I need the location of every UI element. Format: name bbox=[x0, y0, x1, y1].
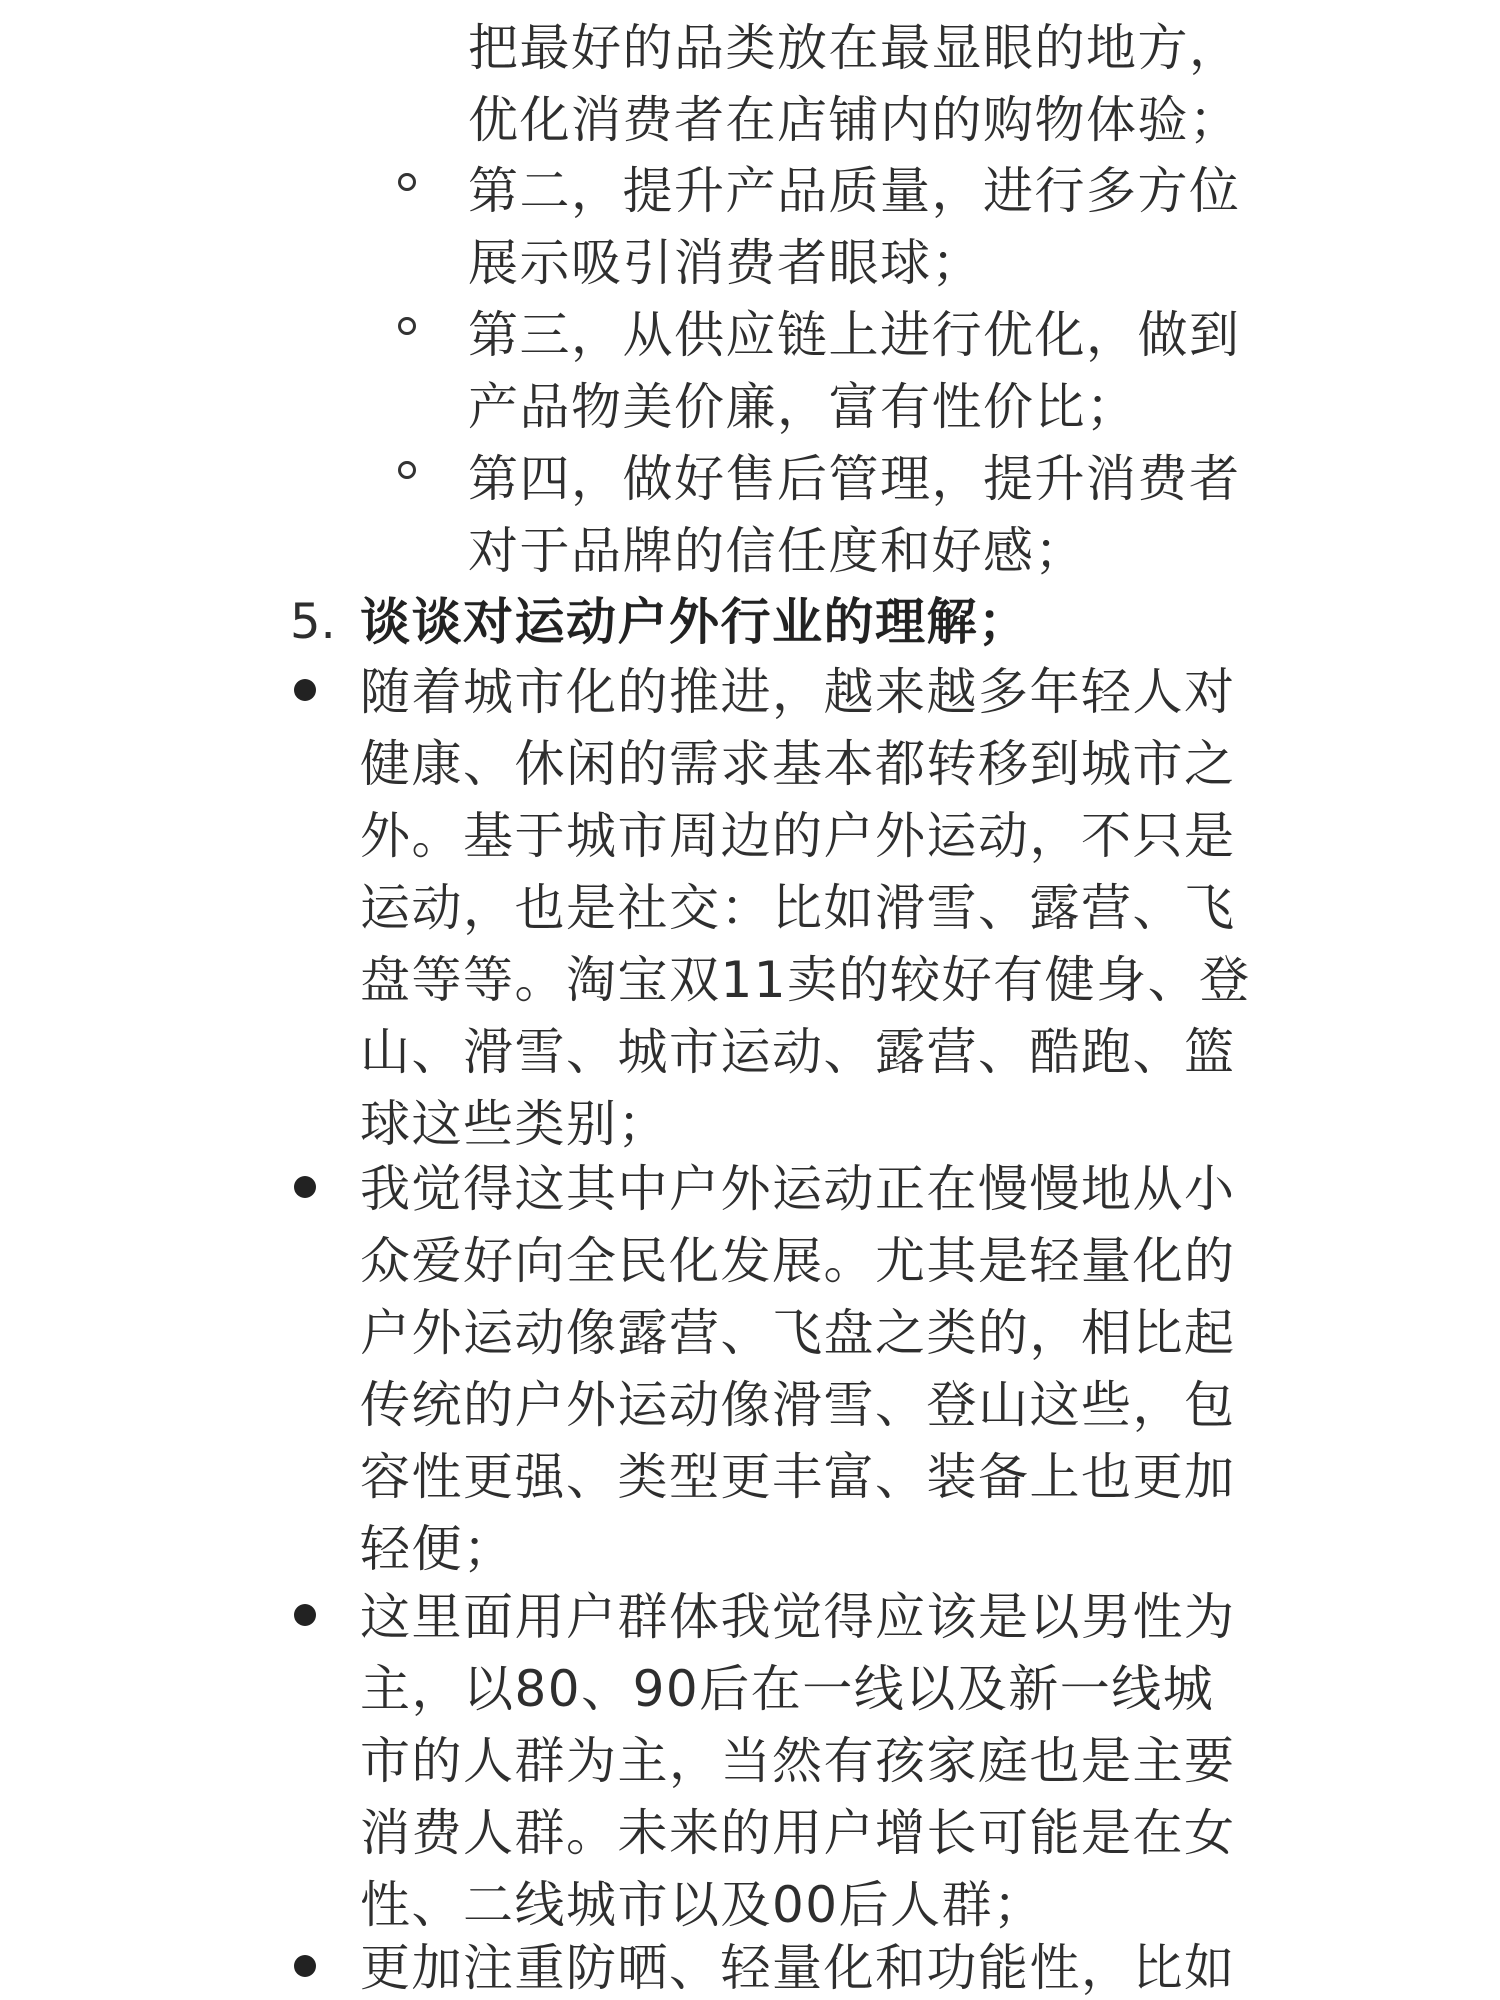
bullet-line: 消费人群。未来的用户增长可能是在女 bbox=[360, 1804, 1236, 1862]
bullet-line: 市的人群为主，当然有孩家庭也是主要 bbox=[360, 1732, 1236, 1790]
section-title: 谈谈对运动户外行业的理解； bbox=[360, 593, 1030, 651]
sub-item-line: 产品物美价廉，富有性价比； bbox=[468, 378, 1138, 436]
bullet-line: 容性更强、类型更丰富、装备上也更加 bbox=[360, 1448, 1236, 1506]
bullet-line: 户外运动像露营、飞盘之类的，相比起 bbox=[360, 1304, 1236, 1362]
sub-item-line: 第二，提升产品质量，进行多方位 bbox=[468, 162, 1241, 220]
bullet-line: 外。基于城市周边的户外运动，不只是 bbox=[360, 807, 1236, 865]
bullet-dot-icon bbox=[294, 1955, 316, 1977]
bullet-line: 山、滑雪、城市运动、露营、酷跑、篮 bbox=[360, 1023, 1236, 1081]
hollow-bullet-icon bbox=[398, 461, 416, 479]
bullet-line: 性、二线城市以及00后人群； bbox=[360, 1876, 1045, 1934]
bullet-dot-icon bbox=[294, 1604, 316, 1626]
bullet-line: 健康、休闲的需求基本都转移到城市之 bbox=[360, 735, 1236, 793]
sub-item-line: 第四，做好售后管理，提升消费者 bbox=[468, 450, 1241, 508]
continued-item-line: 把最好的品类放在最显眼的地方， bbox=[468, 19, 1241, 77]
bullet-line: 球这些类别； bbox=[360, 1095, 669, 1153]
section-number: 5. bbox=[290, 594, 336, 650]
bullet-line: 这里面用户群体我觉得应该是以男性为 bbox=[360, 1588, 1236, 1646]
bullet-line: 传统的户外运动像滑雪、登山这些，包 bbox=[360, 1376, 1236, 1434]
bullet-line: 众爱好向全民化发展。尤其是轻量化的 bbox=[360, 1232, 1236, 1290]
bullet-line: 更加注重防晒、轻量化和功能性，比如 bbox=[360, 1939, 1236, 1997]
sub-item-line: 展示吸引消费者眼球； bbox=[468, 234, 983, 292]
bullet-line: 盘等等。淘宝双11卖的较好有健身、登 bbox=[360, 951, 1251, 1009]
bullet-line: 主，以80、90后在一线以及新一线城 bbox=[360, 1660, 1215, 1718]
continued-item-line: 优化消费者在店铺内的购物体验； bbox=[468, 91, 1241, 149]
sub-item-line: 对于品牌的信任度和好感； bbox=[468, 522, 1086, 580]
bullet-dot-icon bbox=[294, 679, 316, 701]
bullet-line: 随着城市化的推进，越来越多年轻人对 bbox=[360, 663, 1236, 721]
sub-item-line: 第三，从供应链上进行优化，做到 bbox=[468, 306, 1241, 364]
bullet-line: 我觉得这其中户外运动正在慢慢地从小 bbox=[360, 1160, 1236, 1218]
hollow-bullet-icon bbox=[398, 173, 416, 191]
bullet-line: 轻便； bbox=[360, 1520, 515, 1578]
hollow-bullet-icon bbox=[398, 317, 416, 335]
bullet-line: 运动，也是社交：比如滑雪、露营、飞 bbox=[360, 879, 1236, 937]
bullet-dot-icon bbox=[294, 1176, 316, 1198]
